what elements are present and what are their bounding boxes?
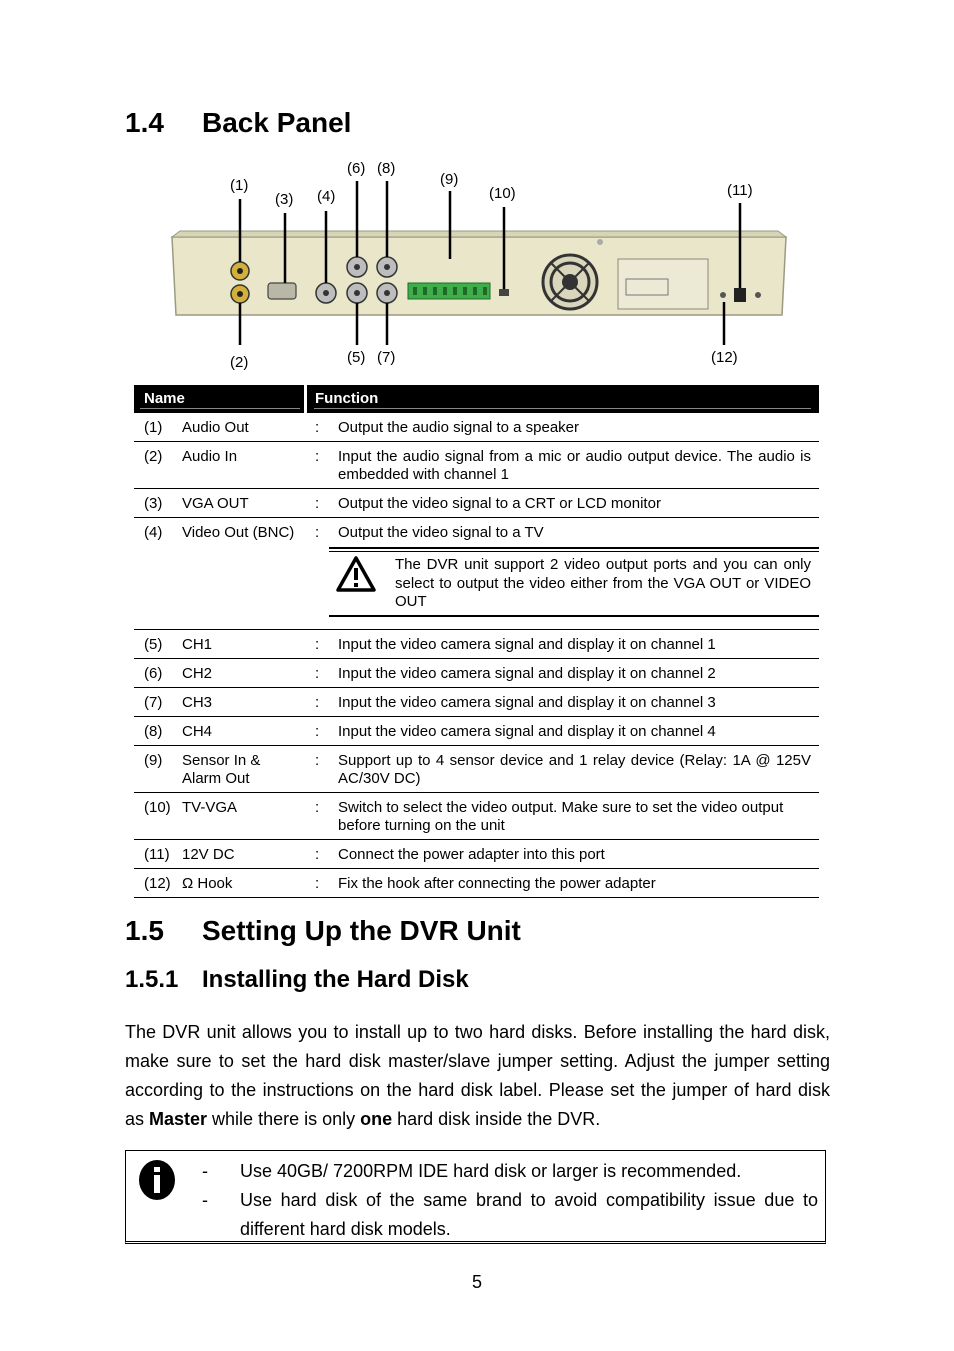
warning-icon [335, 555, 377, 598]
section-title: Back Panel [202, 107, 352, 138]
row-number: (2) [144, 448, 163, 465]
table-row [134, 659, 819, 688]
row-colon: : [315, 524, 320, 541]
header-separator [304, 385, 307, 413]
row-function: Output the video signal to a CRT or LCD monitor [338, 495, 661, 512]
table-row [134, 630, 819, 659]
subsection-number: 1.5.1 [125, 966, 179, 993]
note-item: Use hard disk of the same brand to avoid compatibility issue due to different hard disk models. [240, 1190, 818, 1239]
table-row [134, 840, 819, 869]
row-colon: : [315, 875, 320, 892]
row-name: CH1 [182, 636, 213, 653]
paragraph-bold-one: one [360, 1109, 393, 1129]
row-number: (3) [144, 495, 163, 512]
row-function: Input the video camera signal and display it on channel 2 [338, 665, 716, 682]
callout-4: (4) [317, 188, 336, 205]
row-name: CH4 [182, 723, 213, 740]
row-function: Output the video signal to a TV [338, 524, 544, 541]
row-number: (10) [144, 799, 171, 816]
row-name: CH2 [182, 665, 213, 682]
header-underline [140, 408, 300, 409]
section-heading-back-panel [125, 107, 351, 139]
table-row [134, 518, 819, 630]
callout-10: (10) [489, 185, 516, 202]
section-heading-setup [125, 915, 521, 947]
table-row [134, 413, 819, 442]
callout-11: (11) [727, 182, 753, 199]
callout-9: (9) [440, 171, 459, 188]
row-name: VGA OUT [182, 495, 249, 512]
row-function: Input the video camera signal and display it on channel 1 [338, 636, 716, 653]
callout-6: (6) [347, 160, 366, 177]
row-name: Ω Hook [182, 875, 233, 892]
callout-7: (7) [377, 349, 396, 366]
callout-8: (8) [377, 160, 396, 177]
row-number: (8) [144, 723, 163, 740]
subsection-heading-hdd [125, 966, 469, 994]
row-name: Audio In [182, 448, 238, 465]
row-colon: : [315, 846, 320, 863]
callout-1: (1) [230, 177, 249, 194]
row-colon: : [315, 752, 320, 769]
callout-5: (5) [347, 349, 366, 366]
row-number: (7) [144, 694, 163, 711]
warning-text: The DVR unit support 2 video output ports and you can only select to output the video either from the VGA OUT or VIDEO OUT [395, 556, 811, 610]
row-name: Sensor In & Alarm Out [182, 752, 261, 787]
table-row [134, 869, 819, 898]
paragraph-bold-master: Master [149, 1109, 208, 1129]
row-function: Output the audio signal to a speaker [338, 419, 579, 436]
note-dash: - [202, 1161, 208, 1181]
body-paragraph [125, 1018, 830, 1134]
row-colon: : [315, 448, 320, 465]
paragraph-text: The DVR unit allows you to install up to two hard disks. Before installing the hard disk, make sure to set the hard disk master/slave jumper setting. Adjust the jumper setting according to the instructions on the hard disk label. Please set the jumper of hard disk as [125, 1022, 830, 1129]
section-number: 1.5 [125, 915, 164, 946]
paragraph-text: while there is only [207, 1109, 361, 1129]
row-colon: : [315, 665, 320, 682]
row-number: (1) [144, 419, 163, 436]
table-row [134, 688, 819, 717]
row-name: Video Out (BNC) [182, 524, 295, 541]
row-function: Support up to 4 sensor device and 1 relay device (Relay: 1A @ 125V AC/30V DC) [338, 752, 811, 787]
row-number: (9) [144, 752, 163, 769]
table-row [134, 717, 819, 746]
row-number: (11) [144, 846, 170, 863]
section-title: Setting Up the DVR Unit [202, 915, 521, 946]
note-dash: - [202, 1190, 208, 1210]
row-number: (5) [144, 636, 163, 653]
header-underline [314, 408, 811, 409]
row-number: (4) [144, 524, 163, 541]
table-row [134, 793, 819, 840]
info-note-box [125, 1150, 826, 1244]
row-function: Input the audio signal from a mic or audio output device. The audio is embedded with channel 1 [338, 448, 811, 483]
table-row [134, 489, 819, 518]
row-function: Fix the hook after connecting the power adapter [338, 875, 656, 892]
back-panel-figure [150, 155, 810, 375]
info-icon [137, 1159, 177, 1206]
row-number: (12) [144, 875, 171, 892]
header-name: Name [144, 390, 185, 407]
row-number: (6) [144, 665, 163, 682]
row-name: Audio Out [182, 419, 249, 436]
row-colon: : [315, 419, 320, 436]
row-function: Input the video camera signal and display it on channel 3 [338, 694, 716, 711]
dvr-back-panel-image [150, 155, 810, 375]
paragraph-text: hard disk inside the DVR. [392, 1109, 601, 1129]
note-item: Use 40GB/ 7200RPM IDE hard disk or larger is recommended. [240, 1161, 742, 1181]
row-colon: : [315, 495, 320, 512]
row-function: Connect the power adapter into this port [338, 846, 605, 863]
warning-top-rule [329, 551, 819, 552]
subsection-title: Installing the Hard Disk [202, 966, 469, 993]
row-function: Switch to select the video output. Make sure to set the video output before turning on the unit [338, 799, 784, 834]
callout-2: (2) [230, 354, 249, 371]
warning-note [329, 547, 819, 617]
section-number: 1.4 [125, 107, 164, 138]
row-colon: : [315, 799, 320, 816]
row-colon: : [315, 723, 320, 740]
table-row [134, 442, 819, 489]
row-function: Input the video camera signal and display it on channel 4 [338, 723, 716, 740]
table-header [134, 385, 819, 413]
row-name: 12V DC [182, 846, 235, 863]
row-name: TV-VGA [182, 799, 238, 816]
callout-3: (3) [275, 191, 294, 208]
row-colon: : [315, 694, 320, 711]
callout-12: (12) [711, 349, 738, 366]
back-panel-table [134, 385, 819, 898]
header-function: Function [315, 390, 379, 407]
row-name: CH3 [182, 694, 213, 711]
table-row [134, 746, 819, 793]
row-colon: : [315, 636, 320, 653]
page-number: 5 [471, 1272, 482, 1292]
